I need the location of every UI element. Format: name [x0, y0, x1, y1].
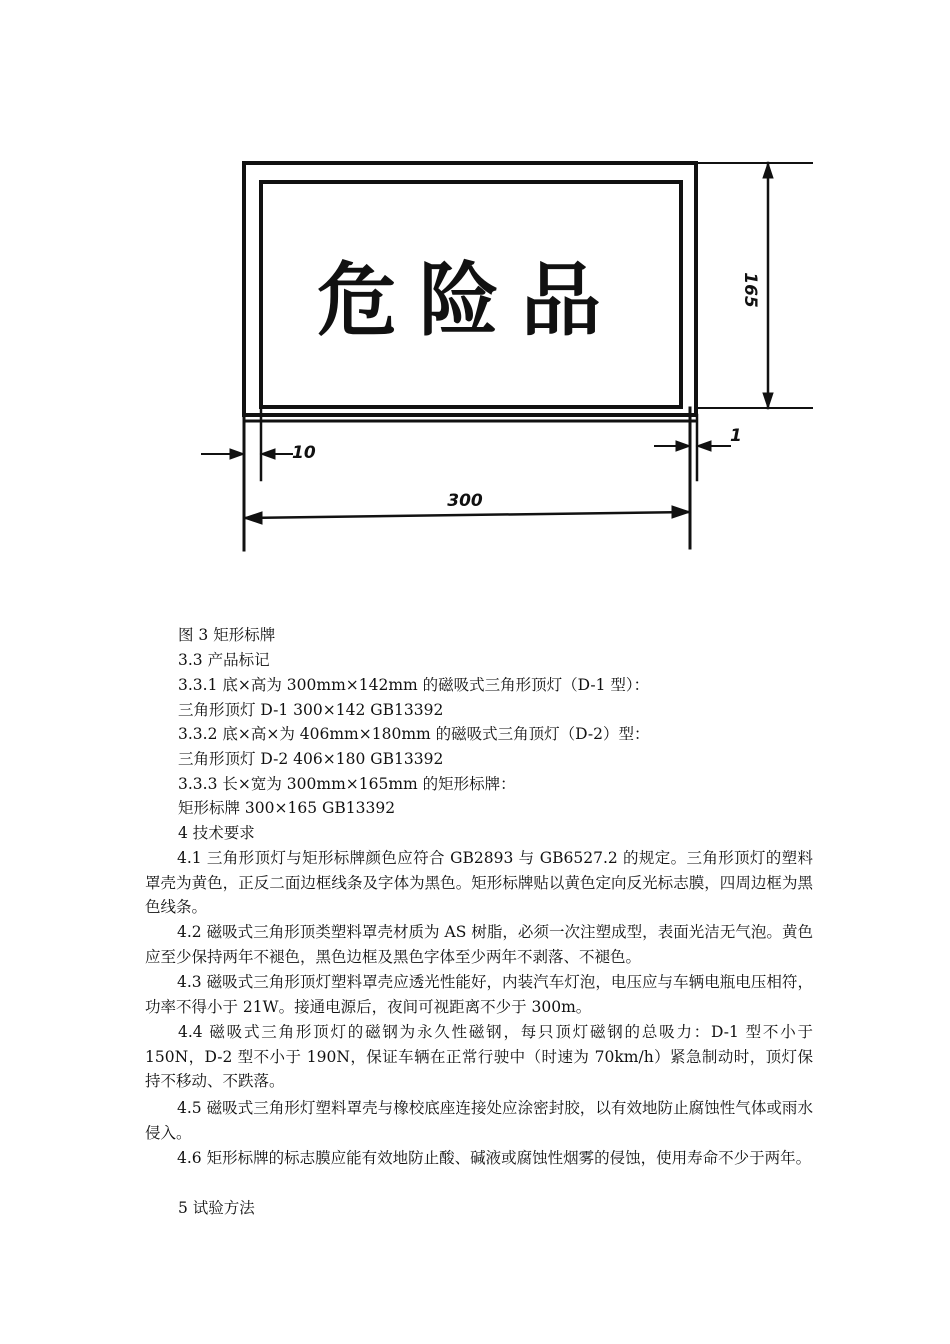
text-line: 3.3.1 底×高为 300mm×142mm 的磁吸式三角形顶灯（D-1 型）： [178, 676, 650, 694]
paragraph-4-2: 4.2 磁吸式三角形顶类塑料罩壳材质为 AS 树脂，必须一次注塑成型，表面光洁无气泡。黄色应至少保持两年不褪色，黑色边框及黑色字体至少两年不剥落、不褪色。 [145, 923, 813, 966]
figure-caption: 图 3 矩形标牌 [178, 626, 276, 644]
section-heading: 3.3 产品标记 [178, 651, 270, 669]
dim-border-label: 10 [292, 443, 316, 463]
text-line: 3.3.3 长×宽为 300mm×165mm 的矩形标牌： [178, 775, 516, 793]
rectangular-sign-figure [200, 150, 820, 560]
paragraph-4-3: 4.3 磁吸式三角形顶灯塑料罩壳应透光性能好，内装汽车灯泡，电压应与车辆电瓶电压相符，功率不得小于 21W。接通电源后，夜间可视距离不少于 300m。 [145, 973, 813, 1016]
text-line: 矩形标牌 300×165 GB13392 [178, 799, 396, 817]
dim-gap-label: 1 [730, 426, 742, 446]
section-heading: 5 试验方法 [178, 1199, 255, 1217]
text-line: 三角形顶灯 D-1 300×142 GB13392 [178, 701, 444, 719]
text-line: 3.3.2 底×高×为 406mm×180mm 的磁吸式三角顶灯（D-2）型： [178, 725, 650, 743]
paragraph-4-6: 4.6 矩形标牌的标志膜应能有效地防止酸、碱液或腐蚀性烟雾的侵蚀，使用寿命不少于两年。 [177, 1149, 812, 1167]
sign-drawing [200, 150, 820, 560]
section-heading: 4 技术要求 [178, 824, 255, 842]
paragraph-4-1: 4.1 三角形顶灯与矩形标牌颜色应符合 GB2893 与 GB6527.2 的规定。三角形顶灯的塑料罩壳为黄色，正反二面边框线条及字体为黑色。矩形标牌贴以黄色定向反光标志膜，四周边框为黑色线条。 [145, 849, 813, 916]
paragraph-4-5: 4.5 磁吸式三角形灯塑料罩壳与橡校底座连接处应涂密封胶，以有效地防止腐蚀性气体或雨水侵入。 [145, 1099, 813, 1142]
width-dimension-line [244, 512, 690, 518]
dim-width-label: 300 [447, 491, 483, 511]
text-line: 三角形顶灯 D-2 406×180 GB13392 [178, 750, 444, 768]
dim-height-label: 165 [740, 272, 760, 308]
paragraph-4-4: 4.4 磁吸式三角形顶灯的磁钢为永久性磁钢，每只顶灯磁钢的总吸力：D-1 型不小于 150N，D-2 型不小于 190N，保证车辆在正常行驶中（时速为 70km/h）紧急制动时，顶灯保持不移动、不跌落。 [145, 1023, 813, 1090]
sign-text: 危险品 [317, 254, 623, 347]
